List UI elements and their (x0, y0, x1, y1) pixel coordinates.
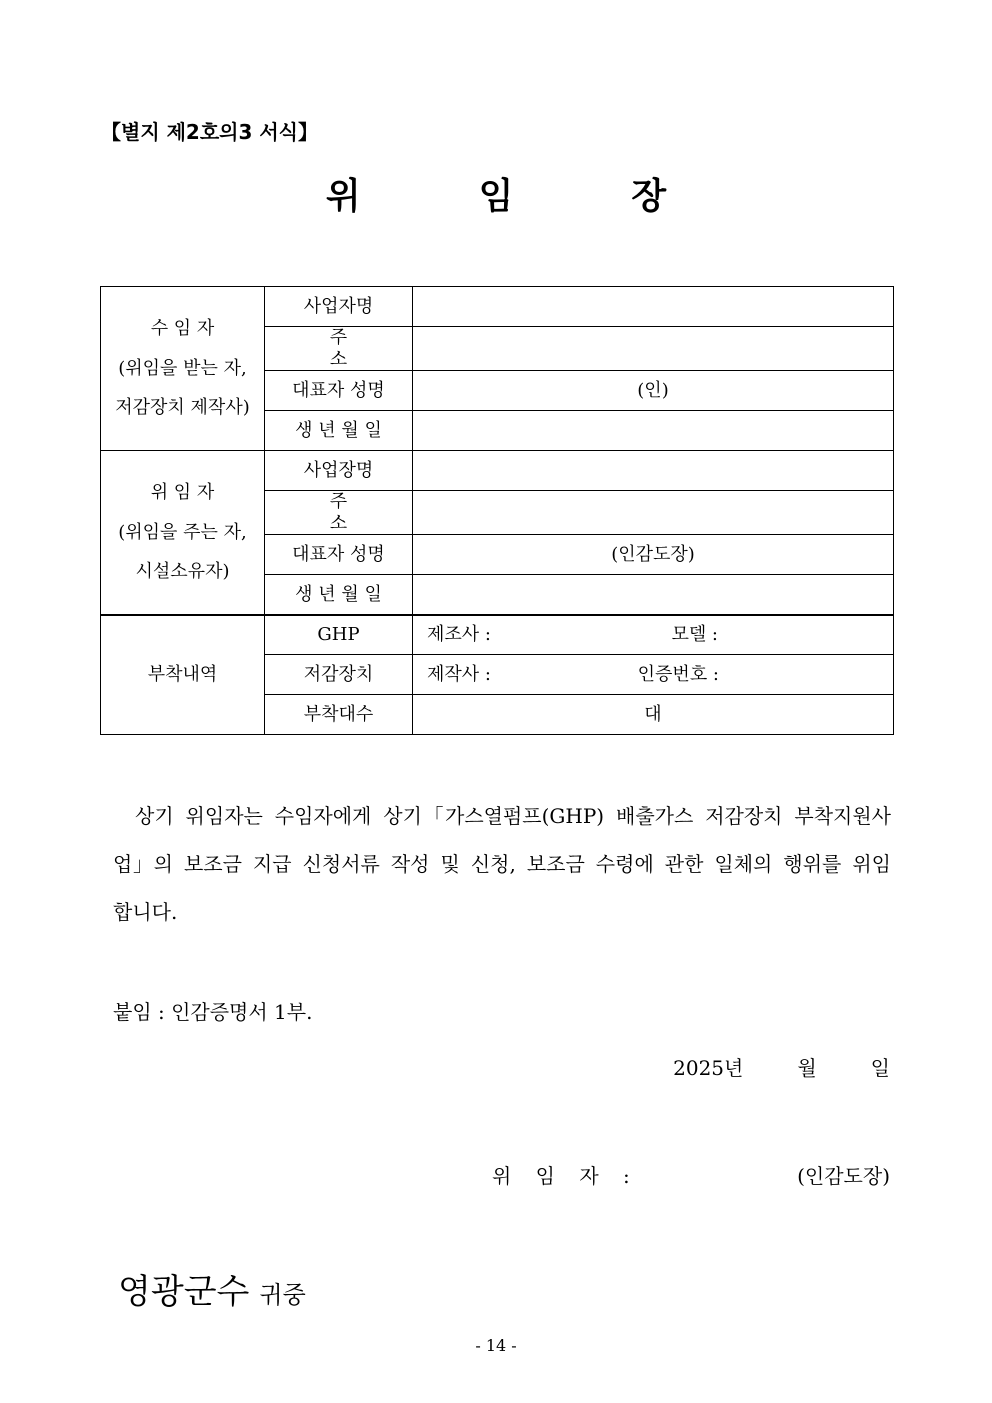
delegation-statement: 상기 위임자는 수임자에게 상기「가스열펌프(GHP) 배출가스 저감장치 부착지원사업」의 보조금 지급 신청서류 작성 및 신청, 보조금 수령에 관한 일체의 행위를 위임합니다. (113, 804, 891, 924)
recipient-address-label: 주 소 (265, 327, 413, 371)
reduction-device-label: 저감장치 (265, 655, 413, 695)
recipient-group-label: 수 임 자 (위임을 받는 자, 저감장치 제작사) (101, 287, 265, 451)
recipient-birthdate-field[interactable] (413, 411, 894, 451)
recipient-representative-label: 대표자 성명 (265, 371, 413, 411)
attachment-note: 붙임 : 인감증명서 1부. (113, 1000, 313, 1024)
recipient-business-name-field[interactable] (413, 287, 894, 327)
device-maker-label: 제작사 : (427, 664, 491, 686)
device-cert-label: 인증번호 : (637, 664, 719, 686)
reduction-device-info-field[interactable] (413, 655, 894, 695)
delegation-form-table (100, 286, 894, 735)
attachment-count-field[interactable]: 대 (413, 695, 894, 735)
recipient-address-field[interactable] (413, 327, 894, 371)
ghp-model-label: 모델 : (671, 624, 718, 646)
delegator-address-label: 주 소 (265, 491, 413, 535)
addressee-honorific: 귀중 (259, 1281, 306, 1309)
title-char-2: 임 (478, 176, 514, 217)
delegator-signature-label: 위 임 자 : (492, 1164, 639, 1188)
page-number: - 14 - (475, 1336, 517, 1355)
recipient-birthdate-label: 생 년 월 일 (265, 411, 413, 451)
delegator-representative-label: 대표자 성명 (265, 535, 413, 575)
delegator-representative-field[interactable]: (인감도장) (413, 535, 894, 575)
delegator-birthdate-field[interactable] (413, 575, 894, 615)
delegator-group-label: 위 임 자 (위임을 주는 자, 시설소유자) (101, 451, 265, 615)
recipient-representative-field[interactable]: (인) (413, 371, 894, 411)
date-year: 2025년 (673, 1056, 744, 1080)
delegator-birthdate-label: 생 년 월 일 (265, 575, 413, 615)
addressee-name: 영광군수 (118, 1272, 250, 1312)
date-month: 월 (797, 1056, 817, 1080)
attachment-group-label: 부착내역 (101, 615, 265, 735)
ghp-maker-label: 제조사 : (427, 624, 491, 646)
delegator-address-field[interactable] (413, 491, 894, 535)
title-char-1: 위 (325, 176, 361, 217)
delegator-business-name-field[interactable] (413, 451, 894, 491)
delegator-seal-mark: (인감도장) (797, 1164, 890, 1188)
form-number-tag: 【별지 제2호의3 서식】 (101, 120, 318, 144)
recipient-business-name-label: 사업자명 (265, 287, 413, 327)
addressee (118, 1264, 306, 1313)
ghp-info-field[interactable] (413, 615, 894, 655)
document-title (100, 168, 892, 218)
delegator-business-name-label: 사업장명 (265, 451, 413, 491)
date-day: 일 (870, 1056, 890, 1080)
delegator-signature-line (492, 1160, 890, 1189)
attachment-count-label: 부착대수 (265, 695, 413, 735)
date-line (673, 1052, 890, 1081)
title-char-3: 장 (631, 176, 667, 217)
ghp-label: GHP (265, 615, 413, 655)
